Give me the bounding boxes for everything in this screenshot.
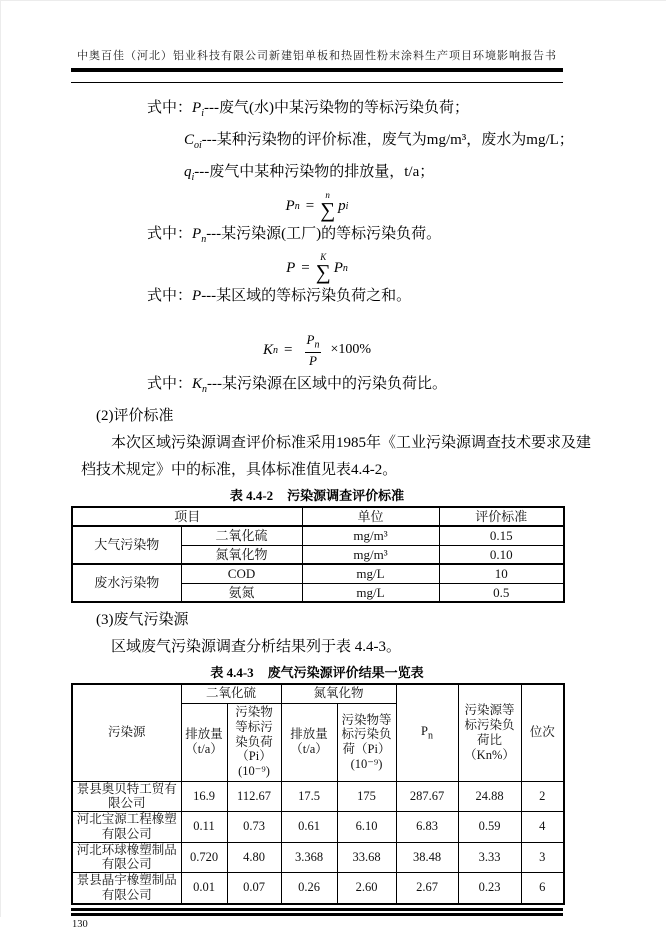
source-name-cell: 景县奥贝特工贸有限公司 <box>72 781 181 812</box>
section-heading-2: (2)评价标准 <box>96 408 174 424</box>
table-caption-title: 废气污染源评价结果一览表 <box>267 665 424 680</box>
source-name-cell: 河北宝源工程橡塑有限公司 <box>72 812 181 843</box>
paragraph-line: 档技术规定》中的标准，具体标准值见表4.4-2。 <box>81 462 398 478</box>
table-caption-label: 表 4.4-3 <box>210 665 254 680</box>
nox-emission-cell: 0.61 <box>281 812 337 843</box>
sigma-upper-limit: n <box>325 190 330 200</box>
fraction-numerator <box>302 332 323 352</box>
col-header-standard: 评价标准 <box>439 507 564 526</box>
pn-subscript: n <box>428 730 433 742</box>
kn-cell: 24.88 <box>458 781 521 812</box>
header-rule-thick <box>71 68 563 72</box>
equals-sign: = <box>305 197 315 214</box>
kn-cell: 0.59 <box>458 812 521 843</box>
table-row <box>72 842 564 873</box>
definition-line-p <box>71 283 563 315</box>
nox-load-cell: 6.10 <box>337 812 396 843</box>
numerator-symbol: P <box>306 332 315 348</box>
col-header-kn: 污染源等标污染负荷比（Kn%） <box>458 684 521 781</box>
so2-emission-cell: 0.01 <box>181 873 227 904</box>
numerator-subscript: n <box>314 339 320 351</box>
col-header-nox-load: 污染物等标污染负荷（Pi）(10⁻⁹) <box>337 703 396 781</box>
col-header-so2-load: 污染物等标污染负荷（Pi）(10⁻⁹) <box>227 703 281 781</box>
pn-symbol: P <box>421 723 428 738</box>
variable-symbol: C <box>184 132 195 148</box>
so2-emission-cell: 0.11 <box>181 812 227 843</box>
variable-symbol: K <box>192 376 203 392</box>
definition-line-coi <box>71 127 574 159</box>
pollutant-cell: COD <box>181 564 302 583</box>
unit-cell: mg/m³ <box>302 545 439 564</box>
so2-load-cell: 4.80 <box>227 842 281 873</box>
col-header-pn <box>396 684 458 781</box>
variable-symbol: P <box>192 288 202 304</box>
col-header-so2-emission: 排放量（t/a） <box>181 703 227 781</box>
pollutant-cell: 氨氮 <box>181 583 302 602</box>
definition-line-qi <box>71 159 563 191</box>
nox-emission-cell: 0.26 <box>281 873 337 904</box>
definition-prefix: 式中： <box>147 226 193 242</box>
rank-cell: 4 <box>521 812 564 843</box>
col-header-unit: 单位 <box>302 507 439 526</box>
section-heading-3: (3)废气污染源 <box>96 612 189 628</box>
equals-sign: = <box>301 259 310 276</box>
pn-cell: 6.83 <box>396 812 458 843</box>
formula-lhs-subscript: n <box>294 200 300 212</box>
col-header-nox-emission: 排放量（t/a） <box>281 703 337 781</box>
formula-term-subscript: i <box>345 200 349 212</box>
definition-text: ---某污染源(工厂)的等标污染负荷。 <box>206 226 442 242</box>
nox-load-cell: 33.68 <box>337 842 396 873</box>
rank-cell: 2 <box>521 781 564 812</box>
pn-cell: 2.67 <box>396 873 458 904</box>
table-row <box>72 873 564 904</box>
sigma-icon: ∑ <box>315 260 331 284</box>
pollutant-cell: 二氧化硫 <box>181 526 302 545</box>
formula-kn-ratio <box>71 329 563 371</box>
formula-lhs: P <box>286 259 296 276</box>
unit-cell: mg/L <box>302 583 439 602</box>
col-group-so2: 二氧化硫 <box>181 684 281 703</box>
col-header-rank: 位次 <box>521 684 564 781</box>
formula-lhs: P <box>285 197 295 214</box>
definition-text: ---废气(水)中某污染物的等标污染负荷； <box>203 100 469 116</box>
result-table <box>71 683 565 905</box>
times-100-percent: ×100% <box>330 342 371 357</box>
nox-emission-cell: 3.368 <box>281 842 337 873</box>
variable-subscript: n <box>202 384 208 395</box>
fraction-denominator: P <box>305 352 321 368</box>
source-name-cell: 河北环球橡塑制品有限公司 <box>72 842 181 873</box>
paragraph-line: 本次区域污染源调查评价标准采用1985年《工业污染源调查技术要求及建 <box>111 435 592 451</box>
value-cell: 0.15 <box>439 526 564 545</box>
paragraph-line: 区域废气污染源调查分析结果列于表 4.4-3。 <box>111 639 401 655</box>
so2-load-cell: 0.07 <box>227 873 281 904</box>
sigma-icon: ∑ <box>320 198 336 222</box>
formula-lhs-subscript: n <box>273 344 279 356</box>
definition-line-kn <box>71 371 563 403</box>
source-name-cell: 景县晶宇橡塑制品有限公司 <box>72 873 181 904</box>
definition-line-pi <box>71 95 563 127</box>
doc-header-title: 中奥百佳（河北）铝业科技有限公司新建铝单板和热固性粉末涂料生产项目环境影响报告书 <box>77 50 557 62</box>
pn-cell: 287.67 <box>396 781 458 812</box>
table-row <box>72 564 564 583</box>
nox-emission-cell: 17.5 <box>281 781 337 812</box>
definition-line-pn <box>71 221 563 253</box>
definition-text: ---某污染源在区域中的污染负荷比。 <box>207 376 448 392</box>
formula-p-sum <box>71 253 563 283</box>
variable-symbol: P <box>192 100 202 116</box>
variable-subscript: oi <box>194 140 202 151</box>
definition-prefix: 式中： <box>147 288 193 304</box>
footer-rule <box>71 908 563 916</box>
kn-cell: 0.23 <box>458 873 521 904</box>
unit-cell: mg/L <box>302 564 439 583</box>
col-group-nox: 氮氧化物 <box>281 684 396 703</box>
table-row <box>72 526 564 545</box>
definition-prefix: 式中： <box>147 100 193 116</box>
so2-emission-cell: 16.9 <box>181 781 227 812</box>
table-caption-4-4-2 <box>71 486 563 506</box>
pollutant-cell: 氮氧化物 <box>181 545 302 564</box>
page-number: 130 <box>72 918 88 930</box>
definition-text: ---废气中某种污染物的排放量，t/a； <box>194 164 435 180</box>
fraction <box>302 332 323 368</box>
definition-text: ---某区域的等标污染负荷之和。 <box>201 288 412 304</box>
so2-load-cell: 112.67 <box>227 781 281 812</box>
variable-symbol: P <box>192 226 202 242</box>
table-caption-label: 表 4.4-2 <box>229 488 274 503</box>
so2-load-cell: 0.73 <box>227 812 281 843</box>
formula-term-subscript: n <box>342 262 348 274</box>
value-cell: 10 <box>439 564 564 583</box>
equals-sign: = <box>284 341 293 358</box>
kn-cell: 3.33 <box>458 842 521 873</box>
page-content-2 <box>71 603 563 683</box>
table-header-row <box>72 507 564 526</box>
value-cell: 0.5 <box>439 583 564 602</box>
rank-cell: 6 <box>521 873 564 904</box>
nox-load-cell: 2.60 <box>337 873 396 904</box>
value-cell: 0.10 <box>439 545 564 564</box>
formula-pn-sum <box>71 191 563 221</box>
category-cell: 大气污染物 <box>72 526 181 564</box>
category-cell: 废水污染物 <box>72 564 181 602</box>
nox-load-cell: 175 <box>337 781 396 812</box>
formula-term: P <box>333 259 343 276</box>
definition-text: ---某种污染物的评价标准，废气为mg/m³，废水为mg/L； <box>201 132 574 148</box>
sigma-operator <box>320 191 335 221</box>
eval-standard-table <box>71 506 565 603</box>
table-group-header-row <box>72 684 564 703</box>
rank-cell: 3 <box>521 842 564 873</box>
col-header-source: 污染源 <box>72 684 181 781</box>
variable-subscript: i <box>201 108 204 119</box>
table-caption-4-4-3 <box>71 663 563 683</box>
variable-subscript: i <box>191 172 195 183</box>
table-row <box>72 781 564 812</box>
so2-emission-cell: 0.720 <box>181 842 227 873</box>
table-row <box>72 812 564 843</box>
page-content <box>71 83 592 506</box>
sigma-upper-limit: K <box>320 252 327 262</box>
definition-prefix: 式中： <box>147 376 193 392</box>
variable-subscript: n <box>201 234 207 245</box>
unit-cell: mg/m³ <box>302 526 439 545</box>
col-header-item: 项目 <box>72 507 302 526</box>
sigma-operator <box>316 253 331 283</box>
formula-lhs: K <box>263 341 274 358</box>
pn-cell: 38.48 <box>396 842 458 873</box>
table-caption-title: 污染源调查评价标准 <box>287 488 405 503</box>
formula-term: p <box>338 197 346 214</box>
variable-symbol: q <box>184 164 192 180</box>
